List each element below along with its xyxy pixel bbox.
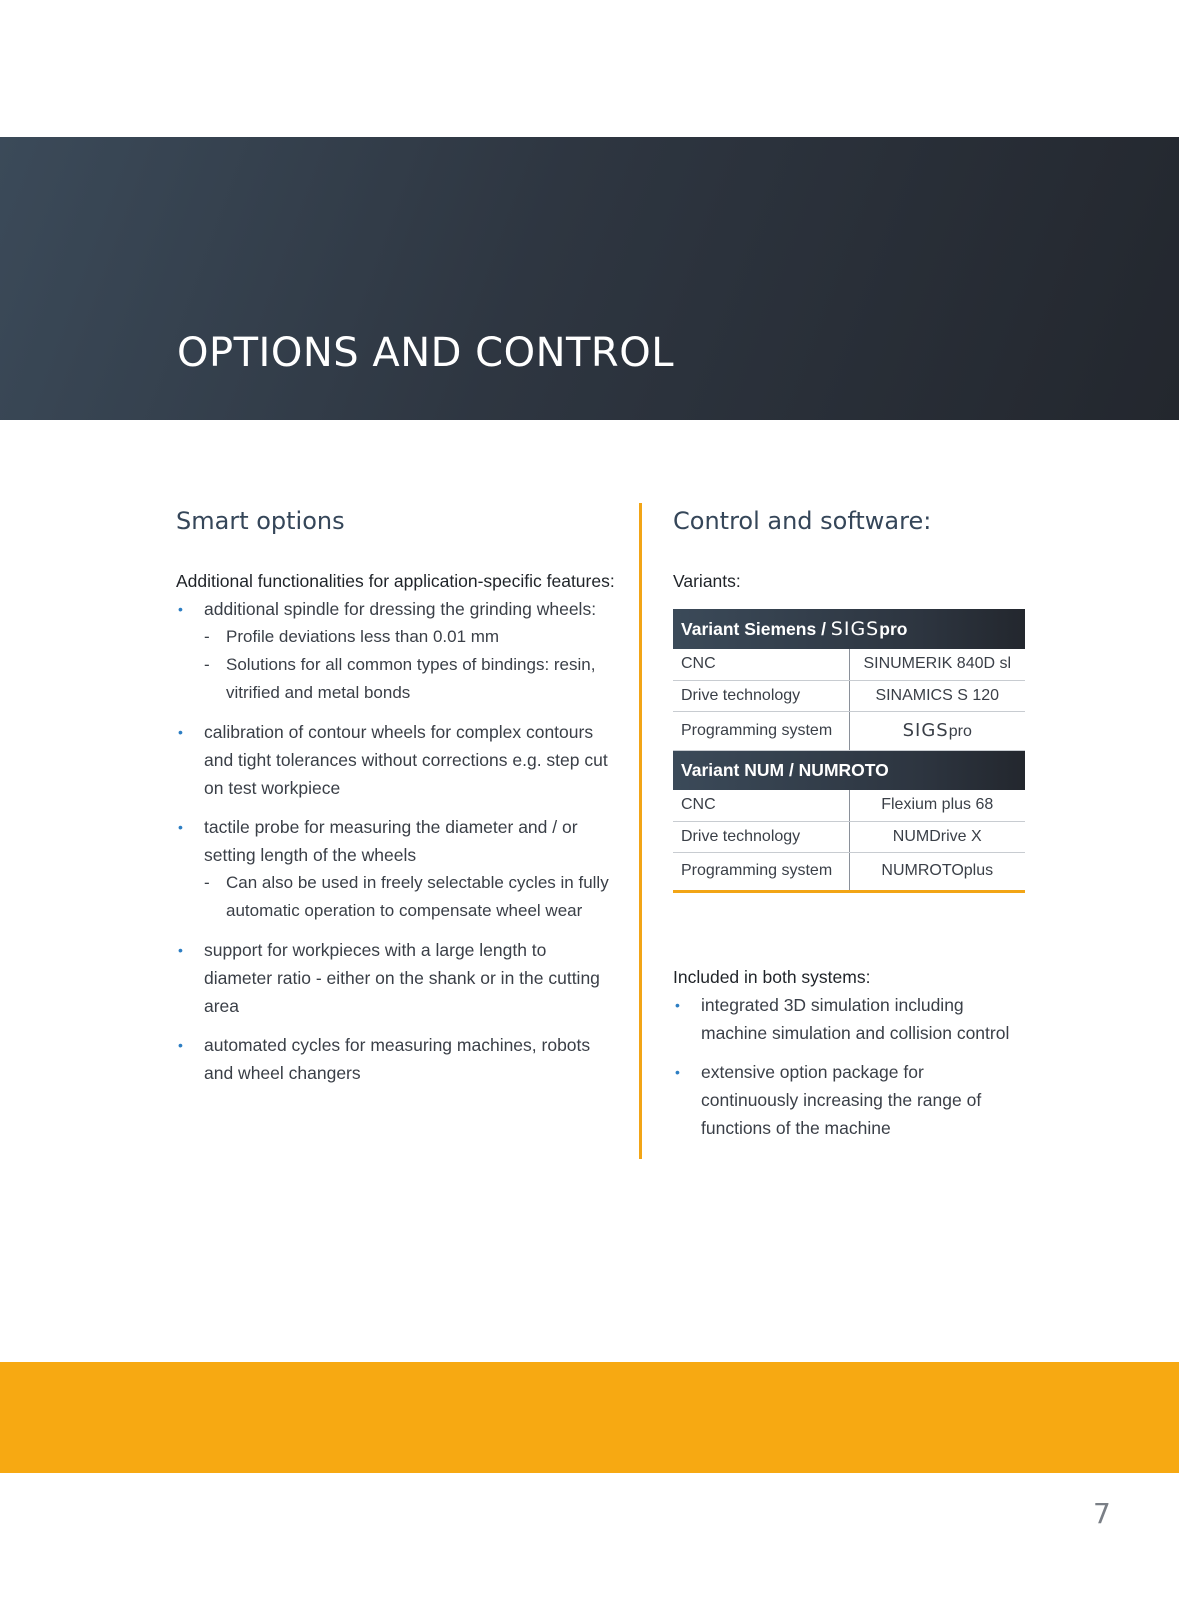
dash-icon: - xyxy=(204,655,210,674)
table-cell-key: CNC xyxy=(673,790,849,821)
table-row xyxy=(673,711,1025,750)
list-item-text: support for workpieces with a large length to diameter ratio - either on the shank or in the cutting area xyxy=(204,940,600,1016)
table-cell-value: NUMDrive X xyxy=(849,821,1025,852)
table-cell-key: Programming system xyxy=(673,711,849,750)
list-item-text: calibration of contour wheels for complex contours and tight tolerances without corrections e.g. step cut on test workpiece xyxy=(204,722,608,798)
variants-label: Variants: xyxy=(673,571,741,591)
smart-options-section xyxy=(176,503,616,1098)
table-cell-key: Programming system xyxy=(673,852,849,891)
smart-options-list xyxy=(176,595,616,1087)
variant-num-header: Variant NUM / NUMROTO xyxy=(673,750,1025,790)
table-row xyxy=(673,790,1025,821)
table-row xyxy=(673,680,1025,711)
list-item xyxy=(673,991,1025,1047)
sub-list-item-text: Solutions for all common types of bindings: resin, vitrified and metal bonds xyxy=(226,655,596,702)
footer-bar xyxy=(0,1362,1179,1473)
list-item-text: tactile probe for measuring the diameter and / or setting length of the wheels xyxy=(204,817,578,865)
list-item xyxy=(673,1058,1025,1142)
included-label: Included in both systems: xyxy=(673,966,871,987)
table-header-row xyxy=(673,750,1025,790)
dash-icon: - xyxy=(204,873,210,892)
bullet-icon: • xyxy=(178,1037,183,1053)
page-title: OPTIONS AND CONTROL xyxy=(177,330,674,376)
dash-icon: - xyxy=(204,627,210,646)
list-item-text: extensive option package for continuously increasing the range of functions of the machine xyxy=(701,1061,982,1138)
control-software-title: Control and software: xyxy=(673,507,932,535)
header-banner xyxy=(0,137,1179,420)
included-list xyxy=(673,991,1025,1142)
bullet-icon: • xyxy=(675,996,680,1013)
table-cell-value: SINUMERIK 840D sl xyxy=(849,649,1025,680)
control-software-section xyxy=(673,503,1025,1153)
list-item xyxy=(176,595,616,707)
included-section xyxy=(673,963,1025,1142)
table-cell-key: Drive technology xyxy=(673,680,849,711)
bullet-icon: • xyxy=(178,942,183,958)
table-cell-value: SIGSpro xyxy=(849,711,1025,750)
list-item-text: additional spindle for dressing the grinding wheels: xyxy=(204,599,597,619)
sub-list-item xyxy=(204,651,616,707)
table-header-row xyxy=(673,609,1025,649)
list-item xyxy=(176,813,616,925)
list-item xyxy=(176,936,616,1020)
variant-siemens-table xyxy=(673,609,1025,893)
bullet-icon: • xyxy=(178,724,183,740)
table-cell-key: Drive technology xyxy=(673,821,849,852)
sub-list-item-text: Profile deviations less than 0.01 mm xyxy=(226,627,500,646)
bullet-icon: • xyxy=(178,819,183,835)
sigspro-logo: SIGS xyxy=(830,618,880,640)
table-cell-value: NUMROTOplus xyxy=(849,852,1025,891)
sub-list-item xyxy=(204,869,616,925)
table-row xyxy=(673,821,1025,852)
list-item xyxy=(176,718,616,802)
table-row xyxy=(673,649,1025,680)
list-item xyxy=(176,1031,616,1087)
sub-list-item xyxy=(204,623,616,651)
list-item-text: automated cycles for measuring machines, robots and wheel changers xyxy=(204,1035,591,1083)
table-cell-value: Flexium plus 68 xyxy=(849,790,1025,821)
table-cell-key: CNC xyxy=(673,649,849,680)
bullet-icon: • xyxy=(675,1063,680,1080)
page-number: 7 xyxy=(1093,1497,1111,1530)
bullet-icon: • xyxy=(178,601,183,617)
list-item-text: integrated 3D simulation including machine simulation and collision control xyxy=(701,994,1010,1043)
sigspro-logo: SIGS xyxy=(902,720,949,741)
table-row xyxy=(673,852,1025,891)
smart-options-title: Smart options xyxy=(176,507,345,535)
variant-siemens-header: Variant Siemens / SIGSpro xyxy=(673,609,1025,649)
sub-list-item-text: Can also be used in freely selectable cycles in fully automatic operation to compensate wheel wear xyxy=(226,873,609,920)
table-cell-value: SINAMICS S 120 xyxy=(849,680,1025,711)
smart-options-lead: Additional functionalities for application-specific features: xyxy=(176,571,615,591)
column-divider xyxy=(639,503,642,1159)
